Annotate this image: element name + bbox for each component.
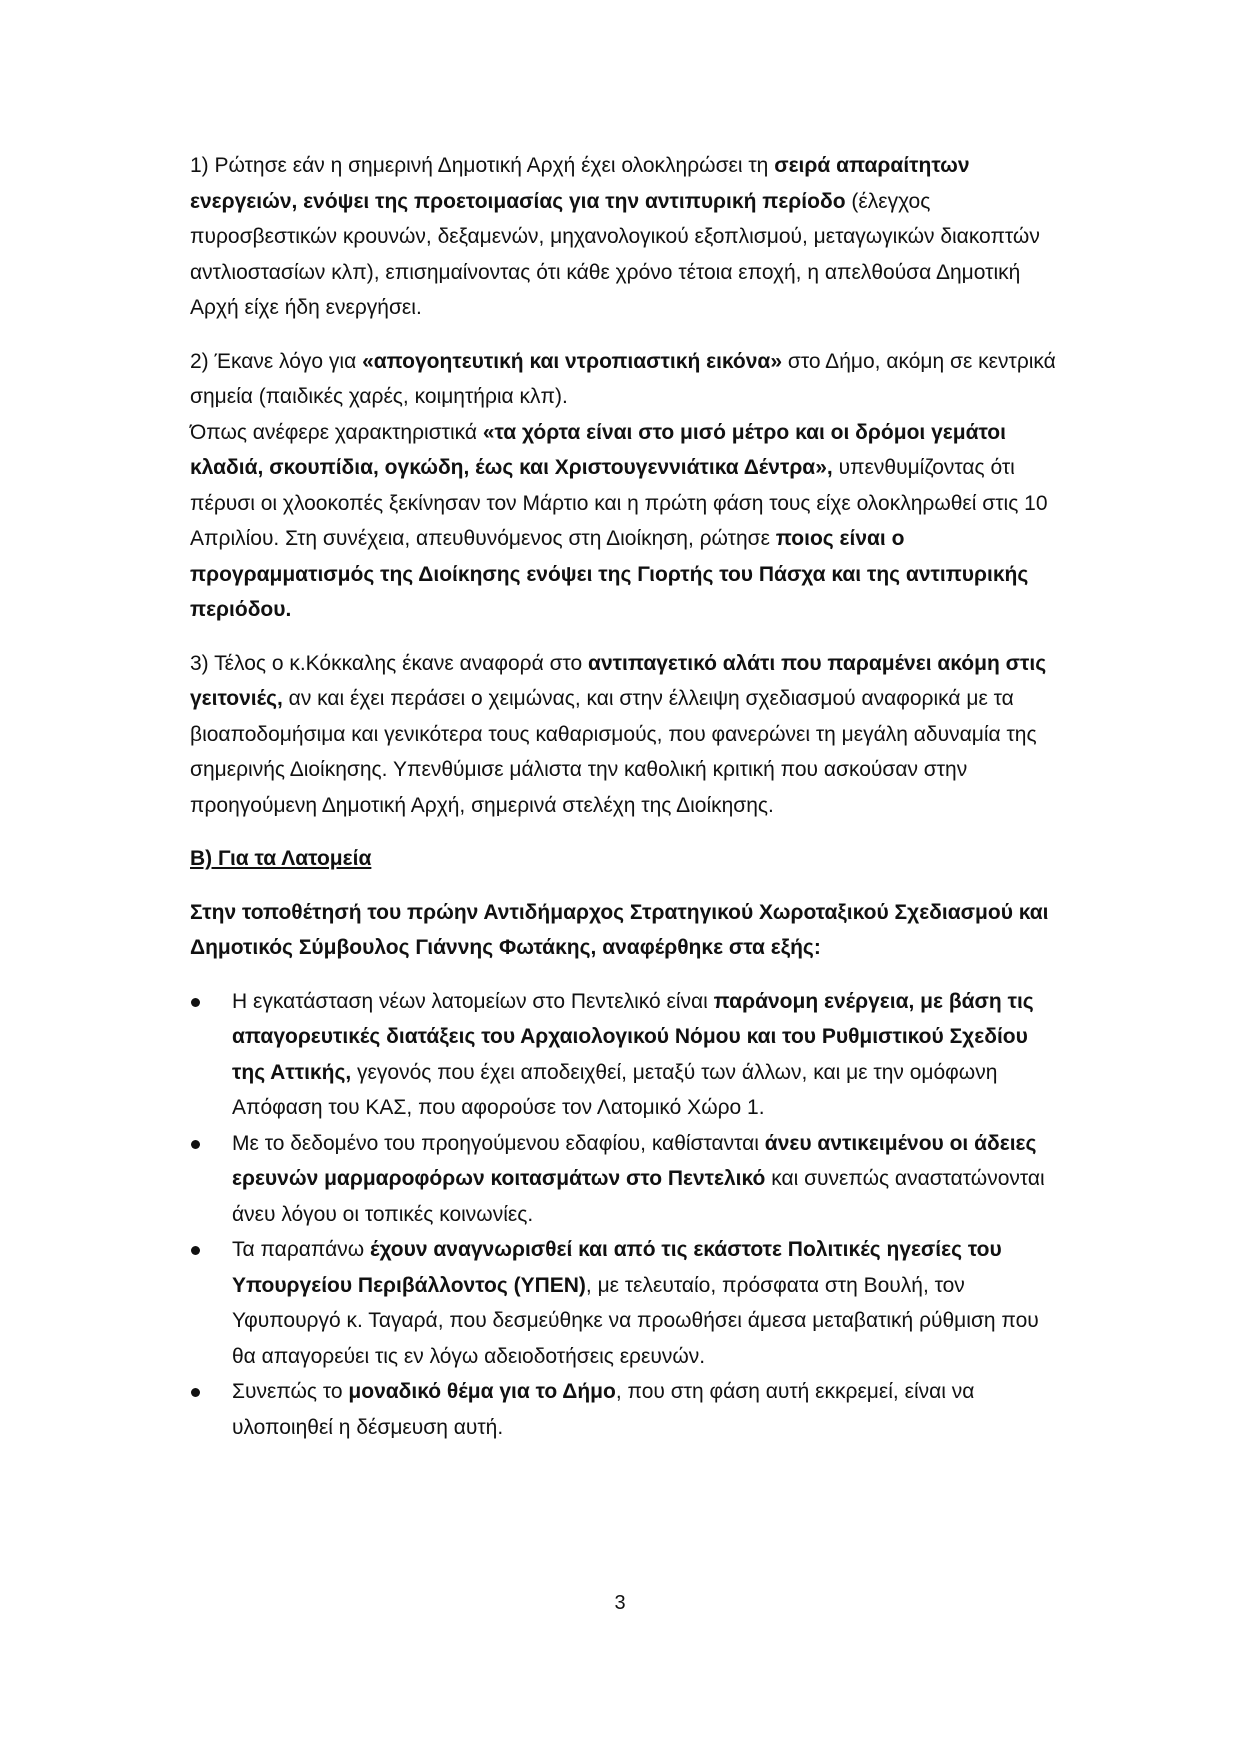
text-segment-bold: έχουν αναγνωρισθεί και από τις εκάστοτε Πολιτικές ηγεσίες του Υπουργείου Περιβάλλοντος (ΥΠΕΝ) [232,1238,1002,1297]
text-segment-bold: ποιος είναι ο προγραμματισμός της Διοίκησης ενόψει της Γιορτής του Πάσχα και της αντιπυρικής περιόδου. [190,527,1029,621]
text-segment-bold: «απογοητευτική και ντροπιαστική εικόνα» [362,349,783,373]
text-segment-bold: «τα χόρτα είναι στο μισό μέτρο και οι δρόμοι γεμάτοι κλαδιά, σκουπίδια, ογκώδη, έως και Χριστουγεννιάτικα Δέντρα», [190,420,1006,479]
text-segment: , με τελευταίο, πρόσφατα στη Βουλή, τον Υφυπουργό κ. Ταγαρά, που δεσμεύθηκε να προωθήσει άμεσα μεταβατική ρύθμιση που θα απαγορεύει τις εν λόγω αδειοδοτήσεις ερευνών. [232,1273,1039,1368]
text-segment-bold: σειρά απαραίτητων ενεργειών, ενόψει της προετοιμασίας για την αντιπυρική περίοδο [190,154,970,213]
text-segment-bold: άνευ αντικειμένου οι άδειες ερευνών μαρμαροφόρων κοιτασμάτων στο Πεντελικό [232,1131,1037,1190]
text-segment: στο Δήμο, ακόμη σε κεντρικά σημεία (παιδικές χαρές, κοιμητήρια κλπ). [190,349,1056,408]
text-segment: 1) Ρώτησε εάν η σημερινή Δημοτική Αρχή έχει ολοκληρώσει τη [190,154,775,177]
text-segment: υπενθυμίζοντας ότι πέρυσι οι χλοοκοπές ξεκίνησαν τον Μάρτιο και η πρώτη φάση τους είχε ολοκληρωθεί στις 10 Απριλίου. Στη συνέχεια, απευθυνόμενος στη Διοίκηση, ρώτησε [190,456,1048,550]
bullet-list [190,984,1060,1446]
section-heading: Β) Για τα Λατομεία [190,847,372,870]
bullet-item [190,1232,1060,1374]
text-segment-bold: μοναδικό θέμα για το Δήμο [348,1380,616,1403]
text-segment: (έλεγχος πυροσβεστικών κρουνών, δεξαμενών, μηχανολογικού εξοπλισμού, μεταγωγικών διακοπτών αντλιοστασίων κλπ), επισημαίνοντας ότι κάθε χρόνο τέτοια εποχή, η απελθούσα Δημοτική Αρχή είχε ήδη ενεργήσει. [190,189,1040,319]
page-content [190,148,1060,1445]
bullet-icon [191,1140,200,1149]
bullet-item [190,1126,1060,1233]
text-segment: 2) Έκανε λόγο για [190,349,363,373]
text-segment: Όπως ανέφερε χαρακτηριστικά [190,420,483,444]
text-segment: αν και έχει περάσει ο χειμώνας, και στην έλλειψη σχεδιασμού αναφορικά με τα βιοαποδομήσιμα και γενικότερα τους καθαρισμούς, που φανερώνει τη μεγάλη αδυναμία της σημερινής Διοίκησης. Υπενθύμισε μάλιστα την καθολική κριτική που ασκούσαν στην προηγούμενη Δημοτική Αρχή, σημερινά στελέχη της Διοίκησης. [190,687,1037,817]
section-intro: Στην τοποθέτησή του πρώην Αντιδήμαρχος Στρατηγικού Χωροταξικού Σχεδιασμού και Δημοτικός Σύμβουλος Γιάννης Φωτάκης, αναφέρθηκε στα εξής: [190,900,1049,959]
paragraph-2 [190,344,1060,628]
text-segment: Με το δεδομένο του προηγούμενου εδαφίου, καθίστανται [232,1131,765,1155]
text-segment-bold: παράνομη ενέργεια, με βάση τις απαγορευτικές διατάξεις του Αρχαιολογικού Νόμου και του Ρυθμιστικού Σχεδίου της Αττικής, [232,989,1034,1084]
paragraph-1 [190,148,1060,326]
bullet-icon [191,998,200,1007]
text-segment: Η εγκατάσταση νέων λατομείων στο Πεντελικό είναι [232,989,714,1013]
bullet-item [190,1374,1060,1445]
text-segment: Τα παραπάνω [232,1238,370,1261]
text-segment: Συνεπώς το [232,1380,349,1403]
text-segment-bold: αντιπαγετικό αλάτι που παραμένει ακόμη στις γειτονιές, [190,651,1047,710]
text-segment: γεγονός που έχει αποδειχθεί, μεταξύ των άλλων, και με την ομόφωνη Απόφαση του ΚΑΣ, που αφορούσε τον Λατομικό Χώρο 1. [232,1060,998,1119]
paragraph-3 [190,646,1060,824]
bullet-icon [191,1388,200,1397]
page-number: 3 [614,1592,626,1614]
text-segment: , που στη φάση αυτή εκκρεμεί, είναι να υλοποιηθεί η δέσμευση αυτή. [232,1380,975,1439]
text-segment: 3) Τέλος ο κ.Κόκκαλης έκανε αναφορά στο [190,651,589,675]
bullet-icon [191,1246,200,1255]
text-segment: και συνεπώς αναστατώνονται άνευ λόγου οι τοπικές κοινωνίες. [232,1167,1045,1226]
bullet-item [190,984,1060,1126]
